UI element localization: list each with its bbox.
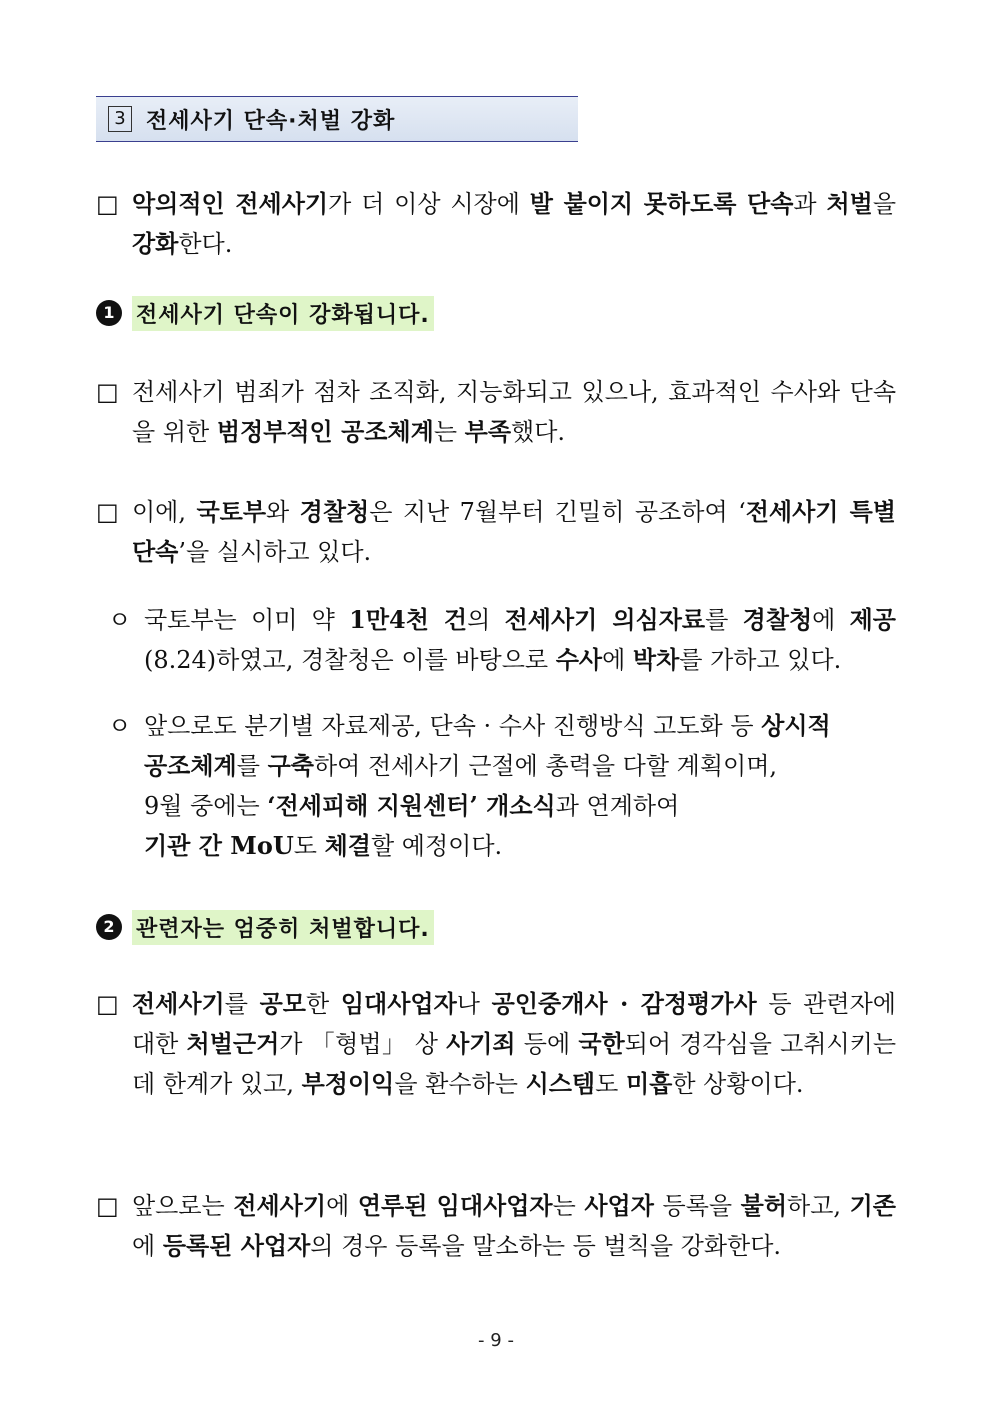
emphasis-text: 전세사기 특별단속 — [132, 497, 896, 566]
text-run: 는 — [433, 418, 465, 446]
text-run: 에 — [602, 646, 633, 674]
paragraph-1 — [96, 372, 896, 452]
emphasis-text: 제공 — [849, 605, 896, 634]
sub-item-1-text — [144, 600, 896, 680]
text-run: 전세사기 범죄가 점차 조직화, 지능화되고 있으나, 효과적인 수사와 단속을 위한 — [132, 378, 896, 446]
emphasis-text: 사업자 — [584, 1191, 654, 1220]
emphasis-text: 수사 — [555, 645, 603, 674]
text-run: 를 — [705, 606, 743, 634]
paragraph-1-text — [132, 372, 896, 452]
emphasis-text: 부정이익 — [301, 1069, 395, 1098]
bullet-marker: □ — [96, 498, 119, 526]
heading-1 — [96, 296, 434, 330]
text-run: 은 지난 7월부터 긴밀히 공조하여 ‘ — [369, 498, 746, 526]
emphasis-text: 1만4천 건 — [349, 605, 468, 634]
emphasis-text: 공조체계 — [144, 751, 237, 780]
sub-item-2 — [108, 706, 896, 866]
sub-bullet-marker: ㅇ — [108, 712, 132, 740]
number-1-icon: 1 — [96, 300, 122, 326]
bullet-marker: □ — [96, 378, 119, 406]
text-run: 하고, — [787, 1192, 850, 1220]
emphasis-text: 시스템 — [525, 1069, 596, 1098]
text-run: 9월 중에는 — [144, 792, 268, 820]
sub-item-2-line — [144, 826, 896, 866]
emphasis-text: 기존 — [849, 1191, 896, 1220]
text-run: 했다. — [511, 418, 566, 446]
emphasis-text: 상시적 — [761, 711, 831, 740]
emphasis-text: 공인중개사 · 감정평가사 — [491, 989, 757, 1018]
text-run: 에 — [132, 1232, 163, 1260]
text-run: 가 더 이상 시장에 — [328, 190, 530, 218]
emphasis-text: 국한 — [578, 1029, 625, 1058]
heading-2-text: 관련자는 엄중히 처벌합니다. — [132, 910, 434, 945]
emphasis-text: 강화 — [132, 229, 179, 258]
text-run: 되어 경각심을 고취시키는데 한계가 있고, — [132, 1030, 897, 1098]
text-run: 을 — [872, 190, 896, 218]
paragraph-2-text — [132, 492, 896, 572]
paragraph-3 — [96, 984, 896, 1104]
emphasis-text: 국토부 — [196, 497, 267, 526]
bullet-marker: □ — [96, 1192, 119, 1220]
text-run: 을 환수하는 — [394, 1070, 526, 1098]
text-run: 의 — [467, 606, 505, 634]
paragraph-4 — [96, 1186, 896, 1266]
number-2-icon: 2 — [96, 914, 122, 940]
text-run: 이에, — [132, 498, 197, 526]
emphasis-text: 범정부적인 공조체계 — [216, 417, 434, 446]
intro-paragraph — [96, 184, 896, 264]
emphasis-text: 악의적인 전세사기 — [132, 189, 329, 218]
text-run: 도 — [595, 1070, 626, 1098]
text-run: 의 경우 등록을 말소하는 등 벌칙을 강화한다. — [310, 1232, 782, 1260]
emphasis-text: 체결 — [324, 831, 371, 860]
sub-item-2-line — [144, 786, 896, 826]
text-run: 한 상황이다. — [672, 1070, 804, 1098]
text-run: 등록을 — [653, 1192, 741, 1220]
text-run: 국토부는 이미 약 — [144, 606, 350, 634]
text-run: 과 연계하여 — [555, 792, 680, 820]
emphasis-text: 처벌 — [826, 189, 873, 218]
emphasis-text: 공모 — [259, 989, 306, 1018]
emphasis-text: 전세사기 의심자료 — [504, 605, 706, 634]
sub-item-2-line — [144, 746, 896, 786]
text-run: 등 관련자에 대한 — [132, 990, 896, 1058]
paragraph-3-text — [132, 984, 896, 1104]
emphasis-text: 연루된 임대사업자 — [357, 1191, 553, 1220]
sub-item-1 — [108, 600, 896, 680]
sub-item-2-text — [144, 706, 896, 866]
paragraph-4-text — [132, 1186, 896, 1266]
emphasis-text: 발 붙이지 못하도록 단속 — [529, 189, 794, 218]
section-title: 전세사기 단속·처벌 강화 — [146, 108, 396, 134]
text-run: 가 「형법」 상 — [279, 1030, 447, 1058]
bullet-marker: □ — [96, 990, 119, 1018]
text-run: 한 — [306, 990, 341, 1018]
section-header — [96, 96, 578, 142]
emphasis-text: 박차 — [632, 645, 680, 674]
emphasis-text: 기관 간 MoU — [144, 831, 294, 860]
sub-bullet-marker: ㅇ — [108, 606, 132, 634]
section-number: 3 — [108, 106, 132, 132]
text-run: 를 가하고 있다. — [679, 646, 842, 674]
text-run: (8.24)하였고, 경찰청은 이를 바탕으로 — [144, 646, 556, 674]
text-run: 할 예정이다. — [370, 832, 503, 860]
emphasis-text: ‘전세피해 지원센터’ 개소식 — [267, 791, 556, 820]
emphasis-text: 구축 — [267, 751, 314, 780]
sub-item-2-line — [144, 706, 896, 746]
emphasis-text: 전세사기 — [132, 989, 225, 1018]
text-run: 앞으로는 — [132, 1192, 234, 1220]
emphasis-text: 미흡 — [625, 1069, 673, 1098]
text-run: ’을 실시하고 있다. — [178, 538, 372, 566]
emphasis-text: 경찰청 — [299, 497, 370, 526]
text-run: 앞으로도 분기별 자료제공, 단속 · 수사 진행방식 고도화 등 — [144, 712, 762, 740]
text-run: 는 — [552, 1192, 585, 1220]
text-run: 를 — [224, 990, 260, 1018]
page-number: - 9 - — [478, 1330, 514, 1351]
text-run: 과 — [793, 190, 827, 218]
emphasis-text: 처벌근거 — [186, 1029, 280, 1058]
text-run: 에 — [326, 1192, 358, 1220]
text-run: 하여 전세사기 근절에 총력을 다할 계획이며, — [313, 752, 778, 780]
emphasis-text: 경찰청 — [742, 605, 813, 634]
text-run: 나 — [456, 990, 492, 1018]
emphasis-text: 불허 — [740, 1191, 788, 1220]
emphasis-text: 부족 — [464, 417, 512, 446]
text-run: 와 — [266, 498, 300, 526]
emphasis-text: 등록된 사업자 — [162, 1231, 311, 1260]
emphasis-text: 임대사업자 — [340, 989, 457, 1018]
intro-text — [132, 184, 896, 264]
text-run: 를 — [236, 752, 268, 780]
emphasis-text: 사기죄 — [446, 1029, 516, 1058]
text-run: 등에 — [515, 1030, 579, 1058]
bullet-marker: □ — [96, 190, 119, 218]
text-run: 에 — [812, 606, 850, 634]
heading-1-text: 전세사기 단속이 강화됩니다. — [132, 296, 434, 331]
heading-2 — [96, 910, 434, 944]
text-run: 도 — [293, 832, 325, 860]
emphasis-text: 전세사기 — [233, 1191, 327, 1220]
paragraph-2 — [96, 492, 896, 572]
text-run: 한다. — [178, 230, 233, 258]
